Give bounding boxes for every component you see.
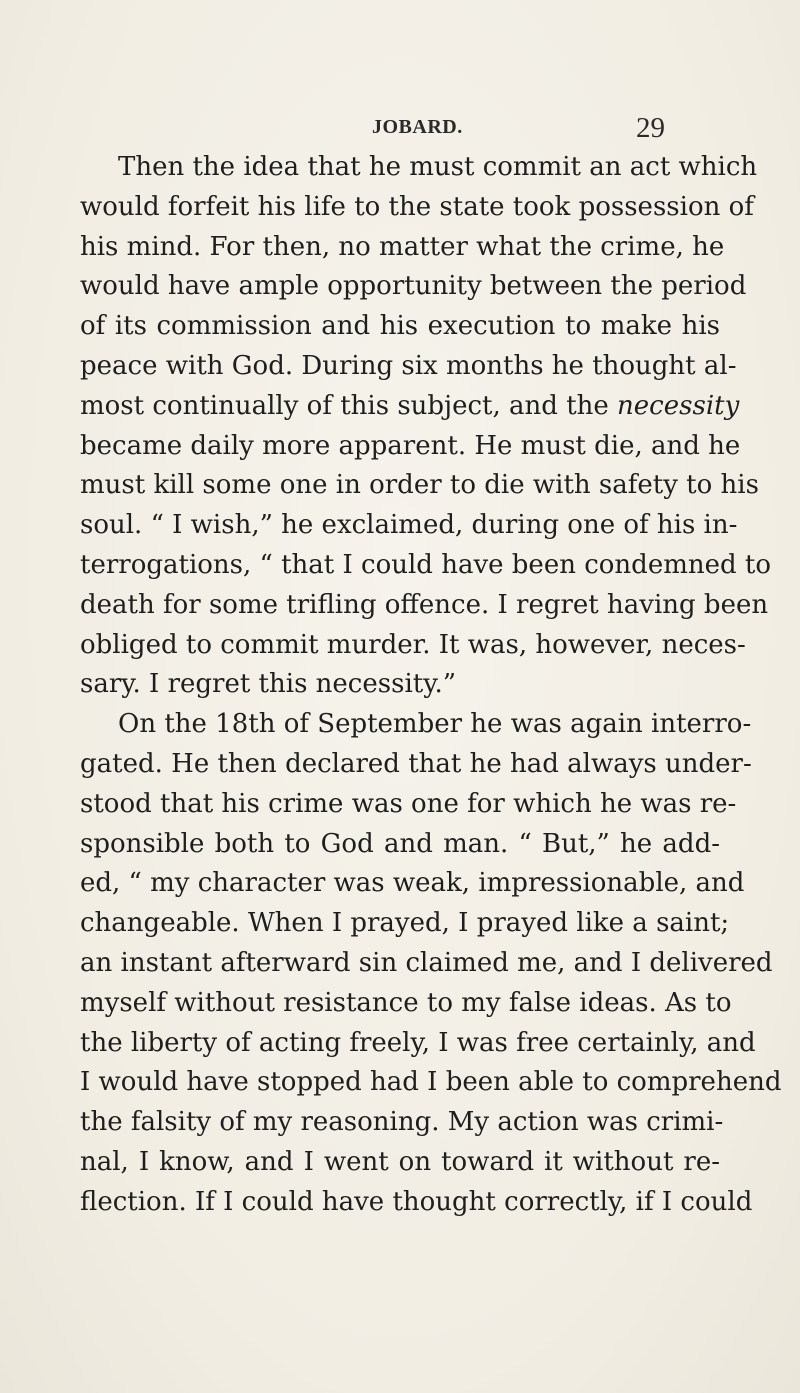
text-line: nal, I know, and I went on toward it without re-	[80, 1146, 720, 1177]
text-line: most continually of this subject, and the necessity	[80, 390, 740, 421]
emphasis: necessity	[617, 390, 740, 421]
text-line: stood that his crime was one for which he was re-	[80, 788, 737, 819]
text-line: myself without resistance to my false ideas. As to	[80, 987, 732, 1018]
text-line: changeable. When I prayed, I prayed like a saint;	[80, 908, 730, 939]
text-line: sponsible both to God and man. “ But,” he add-	[80, 828, 720, 859]
running-title: JOBARD.	[372, 116, 463, 138]
text-line: death for some trifling offence. I regret having been	[80, 589, 769, 620]
text-line: peace with God. During six months he thought al-	[80, 350, 737, 381]
text-line: an instant afterward sin claimed me, and I delivered	[80, 947, 773, 978]
text-line: must kill some one in order to die with safety to his	[80, 470, 759, 501]
body-text	[80, 148, 782, 1223]
text-line: would forfeit his life to the state took possession of	[80, 191, 754, 222]
text-line: the falsity of my reasoning. My action was crimi-	[80, 1107, 724, 1138]
text-line: obliged to commit murder. It was, however, neces-	[80, 629, 746, 660]
text-line: his mind. For then, no matter what the crime, he	[80, 231, 725, 262]
text-line: flection. If I could have thought correctly, if I could	[80, 1186, 753, 1217]
text-line: would have ample opportunity between the period	[80, 271, 747, 302]
text-line: sary. I regret this necessity.”	[80, 669, 456, 700]
running-head	[0, 112, 800, 142]
text-line: ed, “ my character was weak, impressionable, and	[80, 868, 745, 899]
text-line: terrogations, “ that I could have been condemned to	[80, 549, 772, 580]
text-line: the liberty of acting freely, I was free certainly, and	[80, 1027, 756, 1058]
text-line: of its commission and his execution to make his	[80, 311, 720, 342]
text-line: gated. He then declared that he had always under-	[80, 748, 752, 779]
text-line: I would have stopped had I been able to comprehend	[80, 1067, 782, 1098]
page-number: 29	[636, 112, 665, 144]
text-line: Then the idea that he must commit an act which	[118, 152, 758, 182]
text-line: On the 18th of September he was again interro-	[118, 709, 752, 740]
text-line: soul. “ I wish,” he exclaimed, during one of his in-	[80, 510, 738, 541]
text-line: became daily more apparent. He must die, and he	[80, 430, 741, 461]
